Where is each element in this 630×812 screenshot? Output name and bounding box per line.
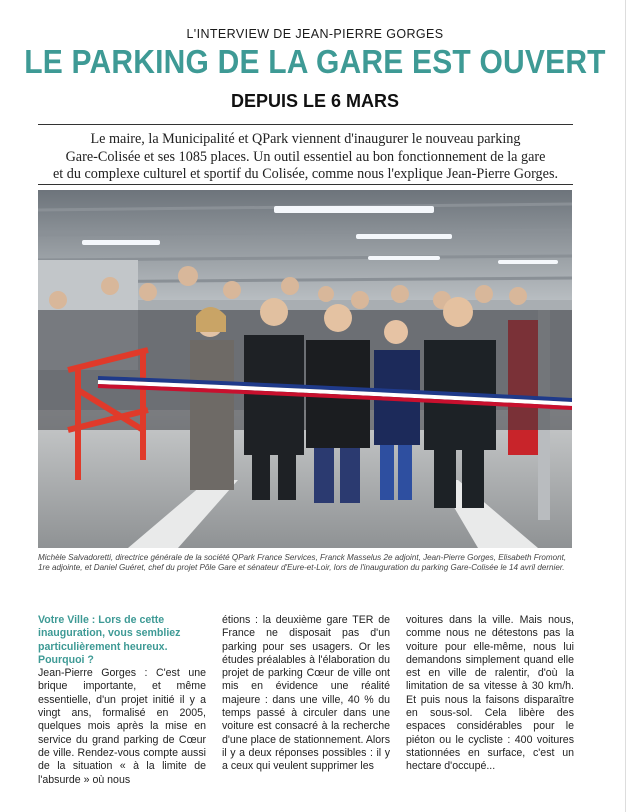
bottom-divider [38,184,573,185]
inauguration-photo-drawing [38,190,572,548]
page-subtitle: DEPUIS LE 6 MARS [230,91,400,111]
intro-line-3: et du complexe culturel et sportif du Colisée, comme nous l'explique Jean-Pierre Gorges. [52,166,559,182]
article-text-1: Jean-Pierre Gorges : C'est une brique importante, et même essentielle, d'un projet initié il y a vingt ans, formalisé en 2005, quelques mois après la mise en service du grand parking de Cœur de ville. Rendez-vous compte aussi de la situation « à la limite de l'absurde » où nous [38,667,206,786]
article-column-2: étions : la deuxième gare TER de France ne disposait pas d'un parking pour ses usagers. Or les études préalables à l'élaboration du projet de parking Cœur de ville ont mis en évidence une réalité majeure : dans une ville, 40 % du temps passé à circuler dans une voiture est consacré à la recherche d'une place de stationnement. Alors il y a deux réponses possibles : il y a ceux qui veulent supprimer les [222,614,390,773]
article-column-1 [38,614,206,787]
top-divider [38,124,573,125]
interview-kicker: L'INTERVIEW DE JEAN-PIERRE GORGES [186,27,444,41]
inauguration-photo [38,190,572,548]
intro-line-1: Le maire, la Municipalité et QPark viennent d'inaugurer le nouveau parking [90,131,521,147]
page-margin-line [625,0,626,812]
page-title: LE PARKING DE LA GARE EST OUVERT [24,43,606,81]
interview-question: Votre Ville : Lors de cette inauguration, vous sembliez particulièrement heureux. Pourquoi ? [38,614,181,666]
intro-line-2: Gare-Colisée et ses 1085 places. Un outil essentiel au bon fonctionnement de la gare [65,148,546,165]
article-column-3: voitures dans la ville. Mais nous, comme nous ne détestons pas la voiture pour elle-même, nous lui demandons simplement quand elle est en ville de ralentir, d'où la limitation de sa vitesse à 30 km/h. Et puis nous la faisons disparaître en sous-sol. Cela libère des espaces considérables pour le piéton ou le cycliste : 400 voitures stationnées en surface, c'est un hectare d'occupé... [406,614,574,773]
photo-caption: Michèle Salvadoretti, directrice générale de la société QPark France Services, Franck Masselus 2e adjoint, Jean-Pierre Gorges, Elisabeth Fromont, 1re adjointe, et Daniel Guéret, chef du projet Pôle Gare et sénateur d'Eure-et-Loir, lors de l'inauguration du parking Gare-Colisée le 14 avril dernier. [38,553,567,573]
intro-paragraph [38,131,573,184]
